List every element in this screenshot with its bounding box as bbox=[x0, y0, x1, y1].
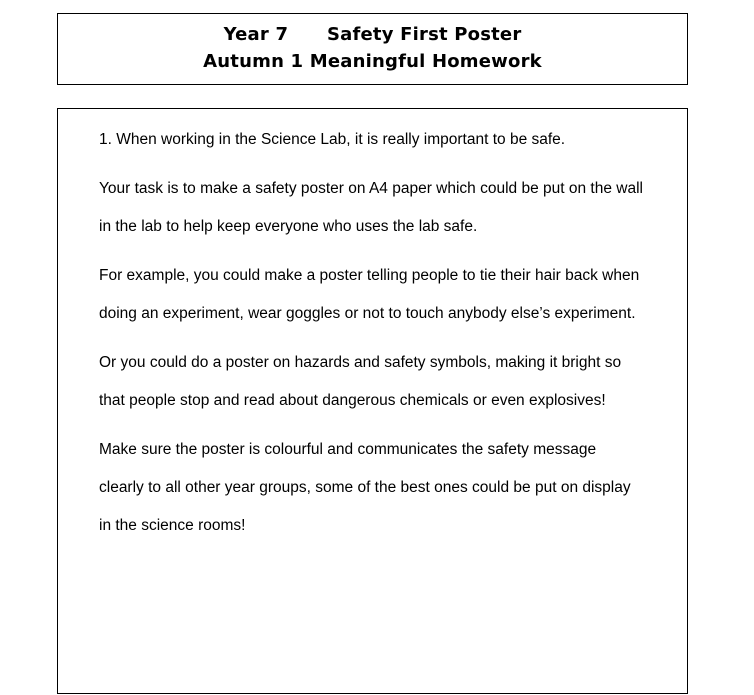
header-box bbox=[57, 13, 688, 85]
task-paragraph-3: For example, you could make a poster telling people to tie their hair back when doing an experiment, wear goggles or not to touch anybody else’s experiment. bbox=[99, 267, 640, 322]
task-box bbox=[57, 108, 688, 694]
header-title-line2: Autumn 1 Meaningful Homework bbox=[203, 51, 542, 72]
task-paragraph-2: Your task is to make a safety poster on A4 paper which could be put on the wall in the lab to help keep everyone who uses the lab safe. bbox=[99, 180, 643, 235]
header-title-line1: Year 7 Safety First Poster bbox=[223, 24, 522, 45]
task-paragraph-1: 1. When working in the Science Lab, it is really important to be safe. bbox=[99, 131, 566, 148]
task-paragraph-5: Make sure the poster is colourful and communicates the safety message clearly to all other year groups, some of the best ones could be put on display in the science rooms! bbox=[99, 441, 631, 534]
task-paragraph-4: Or you could do a poster on hazards and safety symbols, making it bright so that people stop and read about dangerous chemicals or even explosives! bbox=[99, 354, 622, 409]
